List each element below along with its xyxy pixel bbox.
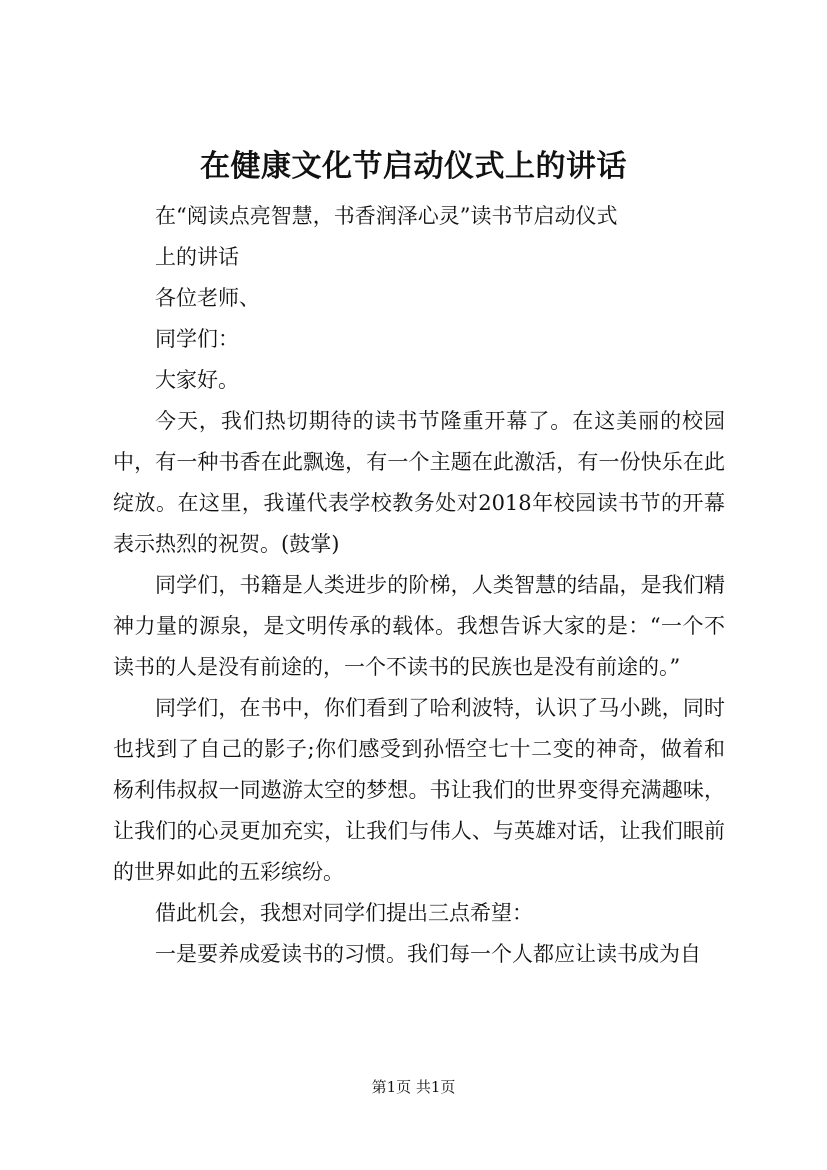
paragraph-books: 同学们，书籍是人类进步的阶梯，人类智慧的结晶，是我们精神力量的源泉，是文明传承的载体。我想告诉大家的是：“一个不读书的人是没有前途的，一个不读书的民族也是没有前途的。” <box>113 573 725 679</box>
paragraph-greeting: 大家好。 <box>155 368 239 392</box>
paragraph-hopes-intro: 借此机会，我想对同学们提出三点希望： <box>155 901 533 925</box>
paragraph-heading-line-1: 在“阅读点亮智慧，书香润泽心灵”读书节启动仪式 <box>155 204 618 228</box>
document-body <box>113 196 725 975</box>
page-footer: 第1页 共1页 <box>371 1078 456 1096</box>
paragraph-reading-world: 同学们，在书中，你们看到了哈利波特，认识了马小跳，同时也找到了自己的影子;你们感受到孙悟空七十二变的神奇，做着和杨利伟叔叔一同遨游太空的梦想。书让我们的世界变得充满趣味，让我们的心灵更加充实，让我们与伟人、与英雄对话，让我们眼前的世界如此的五彩缤纷。 <box>113 696 725 884</box>
paragraph-salutation-teachers: 各位老师、 <box>155 286 260 310</box>
paragraph-salutation-students: 同学们： <box>155 327 239 351</box>
paragraph-hope-one: 一是要养成爱读书的习惯。我们每一个人都应让读书成为自 <box>155 942 701 966</box>
document-title: 在健康文化节启动仪式上的讲话 <box>200 149 627 184</box>
paragraph-heading-line-2: 上的讲话 <box>155 245 239 269</box>
paragraph-opening: 今天，我们热切期待的读书节隆重开幕了。在这美丽的校园中，有一种书香在此飘逸，有一个主题在此激活，有一份快乐在此绽放。在这里，我谨代表学校教务处对2018年校园读书节的开幕表示热烈的祝贺。(鼓掌) <box>113 409 725 556</box>
